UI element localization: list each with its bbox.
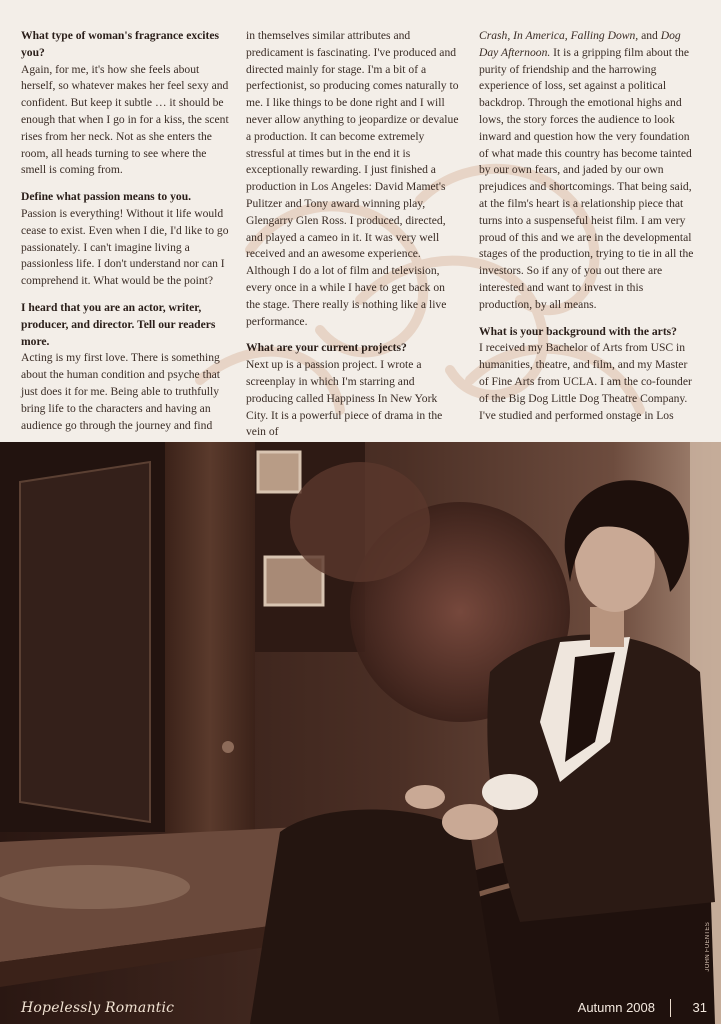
question-heading: What type of woman's fragrance excites you? [21, 29, 220, 59]
magazine-brand: Hopelessly Romantic [21, 1000, 175, 1016]
question-heading: What is your background with the arts? [479, 324, 677, 338]
film-titles: Crash, In America, Falling Down, [479, 29, 639, 42]
page-number: 31 [692, 1000, 707, 1015]
answer-paragraph: I received my Bachelor of Arts from USC in humanities, theatre, and film, and my Master of Fine Arts from UCLA. I am the co-founder of the Big Dog Little Dog Theatre Company. I've studied and performed onstage in Los [479, 341, 692, 422]
column-2 [246, 28, 460, 441]
footer-divider [670, 999, 671, 1017]
portrait-photo [0, 442, 721, 1024]
answer-paragraph: Crash, In America, Falling Down, and Dog Day Afternoon. It is a gripping film about the purity of friendship and the harrowing experience of loss, set against a political backdrop. Through the emotional highs and lows, the story forces the audience to look inward and question how the very foundation of what made this country has become tainted by our own fears, and jaded by our own prejudices and shortcomings. That being said, at the film's heart is a relationship piece that turns into a suspenseful heist film. I am very proud of this and we are in the developmental stages of the production, trying to tie in all the investors. So if any of you out there are interested and want to invest in this production, by all means. [479, 29, 694, 311]
sepia-photo-illustration [0, 442, 721, 1024]
answer-paragraph: Acting is my first love. There is something about the human condition and psyche that just does it for me. Being able to truthfully bring life to the characters and having an audience go through the journey and find [21, 351, 220, 432]
question-heading: I heard that you are an actor, writer, producer, and director. Tell our readers more. [21, 300, 216, 348]
question-heading: Define what passion means to you. [21, 190, 192, 204]
photo-credit: JOHN FUENTES [705, 922, 711, 972]
answer-paragraph: in themselves similar attributes and predicament is fascinating. I've produced and directed mainly for stage. I'm a bit of a perfectionist, so producing comes naturally to me. I like things to be done right and I will never allow anything to jeopardize or devalue a production. It can become extremely stressful at times but in the end it is exceptionally rewarding. I just finished a production in Los Angeles: David Mamet's Pulitzer and Tony award winning play, Glengarry Glen Ross. I produced, directed, and played a cameo in it. It was very well received and an awesome experience. Although I do a lot of film and television, every once in a while I have to get back on the stage. There really is nothing like a live performance. [246, 29, 459, 328]
column-3 [479, 28, 699, 424]
column-1 [21, 28, 233, 434]
answer-paragraph: Passion is everything! Without it life would cease to exist. Even when I die, I'd like to go passionately. I can't imagine living a passionless life. I don't understand nor can I comprehend it. What would be the point? [21, 206, 229, 288]
issue-date: Autumn 2008 [577, 1000, 655, 1015]
article-text-area [0, 0, 721, 442]
film-titles: Dog Day Afternoon. [479, 29, 681, 59]
answer-paragraph: Next up is a passion project. I wrote a screenplay in which I'm starring and producing called Happiness In New York City. It is a powerful piece of drama in the vein of [246, 358, 443, 439]
answer-paragraph: Again, for me, it's how she feels about herself, so whatever makes her feel sexy and confident. But keep it subtle … it should be enough that when I go in for a kiss, the scent rises from her neck. Not as she enters the room, all heads turning to see where the smell is coming from. [21, 62, 229, 177]
question-heading: What are your current projects? [246, 341, 407, 355]
